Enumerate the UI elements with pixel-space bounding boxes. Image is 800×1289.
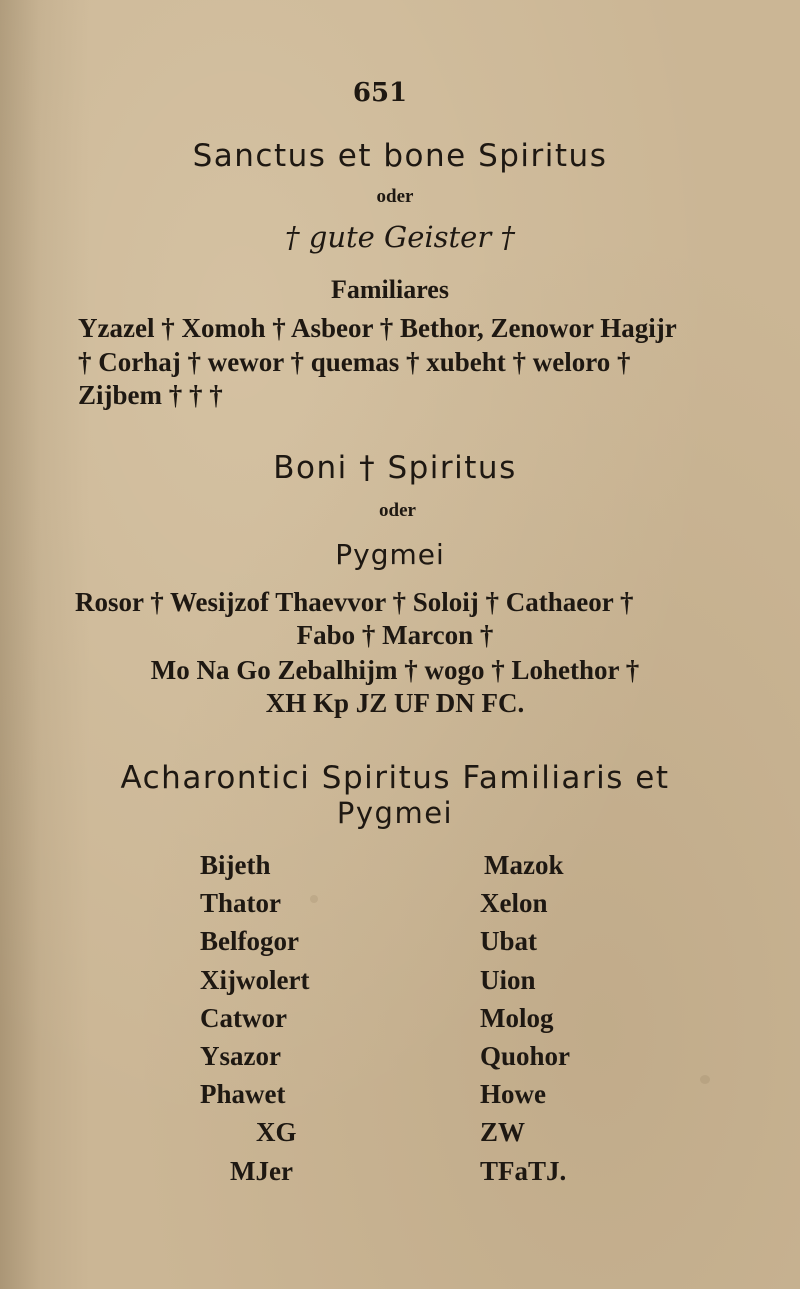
spirit-name: Phawet <box>200 1079 286 1110</box>
familiares-names-line: Zijbem † † † <box>78 380 223 410</box>
names-left-column <box>200 846 360 1190</box>
page-smudge <box>700 1075 710 1084</box>
page-number: 651 <box>352 78 408 108</box>
section-heading-acharontici: Acharontici Spiritus Familiaris et <box>120 760 670 796</box>
spirit-name: Xelon <box>480 888 548 919</box>
spirit-name: XG <box>256 1117 297 1148</box>
spirit-name: MJer <box>230 1155 293 1186</box>
spirit-name: Howe <box>480 1079 546 1110</box>
section-heading-acharontici-line2: Pygmei <box>336 796 454 830</box>
spirit-name: Catwor <box>200 1002 287 1033</box>
spirit-name: Thator <box>200 888 281 919</box>
spirit-name: Ysazor <box>200 1040 281 1071</box>
spirit-name: Bijeth <box>200 850 271 880</box>
spirit-name: Ubat <box>480 926 538 957</box>
spirit-name: Uion <box>480 964 536 995</box>
pygmei-names-line: Rosor † Wesijzof Thaevvor † Soloij † Cathaeor † <box>75 587 634 617</box>
familiares-names-line: Yzazel † Xomoh † Asbeor † Bethor, Zenowor Hagijr <box>78 313 677 343</box>
familiares-names-line: † Corhaj † wewor † quemas † xubeht † weloro † <box>78 347 631 377</box>
pygmei-names-line: XH Kp JZ UF DN FC. <box>265 688 525 718</box>
spirit-name: Xijwolert <box>200 964 310 995</box>
oder-connector: oder <box>376 186 414 207</box>
section-heading-sanctus: Sanctus et bone Spiritus <box>192 138 608 174</box>
pygmei-names-line: Fabo † Marcon † <box>296 620 494 650</box>
spirit-name: TFaTJ. <box>480 1155 567 1186</box>
pygmei-label: Pygmei <box>335 538 445 571</box>
familiares-label: Familiares <box>331 275 449 304</box>
spirit-name: Belfogor <box>200 926 299 957</box>
section-heading-boni: Boni † Spiritus <box>273 450 517 486</box>
pygmei-names-line: Mo Na Go Zebalhijm † wogo † Lohethor † <box>150 655 640 685</box>
german-subtitle: † gute Geister † <box>285 220 515 254</box>
spirit-name: Molog <box>480 1002 554 1033</box>
names-right-column <box>474 846 624 1190</box>
oder-connector: oder <box>379 500 416 521</box>
spirit-name: Mazok <box>484 850 564 880</box>
spirit-name: Quohor <box>480 1040 571 1071</box>
spirit-name: ZW <box>480 1117 526 1148</box>
